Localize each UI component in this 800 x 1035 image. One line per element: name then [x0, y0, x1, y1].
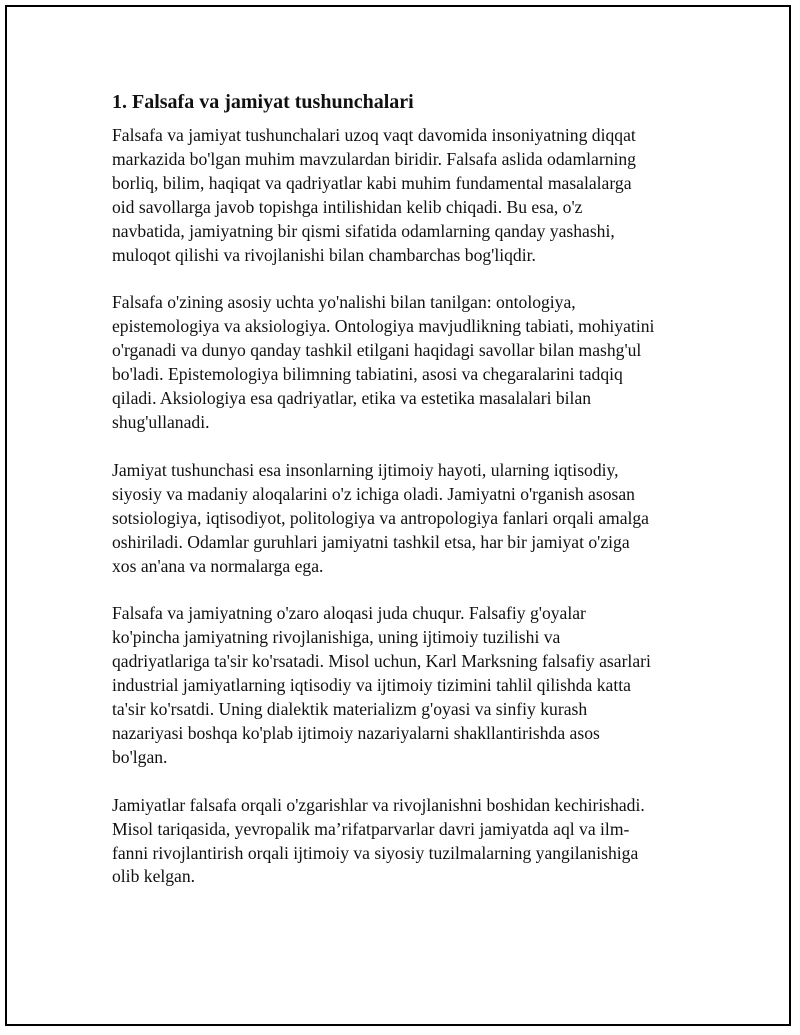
text-line: ta'sir ko'rsatdi. Uning dialektik materializm g'oyasi va sinfiy kurash — [112, 699, 588, 720]
text-line: markazida bo'lgan muhim mavzulardan biridir. Falsafa aslida odamlarning — [112, 148, 636, 169]
text-line: siyosiy va madaniy aloqalarini o'z ichiga oladi. Jamiyatni o'rganish asosan — [112, 483, 635, 504]
text-line: qadriyatlariga ta'sir ko'rsatadi. Misol uchun, Karl Marksning falsafiy asarlari — [112, 651, 651, 672]
text-line: nazariyasi boshqa ko'plab ijtimoiy nazariyalarni shakllantirishda asos — [112, 722, 600, 743]
paragraph-3 — [112, 459, 712, 579]
text-line: qiladi. Aksiologiya esa qadriyatlar, etika va estetika masalalari bilan — [112, 388, 592, 409]
text-line: oid savollarga javob topishga intilishidan kelib chiqadi. Bu esa, o'z — [112, 196, 583, 217]
text-line: oshiriladi. Odamlar guruhlari jamiyatni tashkil etsa, har bir jamiyat o'ziga — [112, 531, 630, 552]
text-line: xos an'ana va normalarga ega. — [112, 555, 324, 576]
text-line: industrial jamiyatlarning iqtisodiy va ijtimoiy tizimini tahlil qilishda katta — [112, 675, 631, 696]
text-line: Jamiyatlar falsafa orqali o'zgarishlar va rivojlanishni boshidan kechirishadi. — [112, 794, 645, 815]
text-line: borliq, bilim, haqiqat va qadriyatlar kabi muhim fundamental masalalarga — [112, 172, 632, 193]
text-line: ko'pincha jamiyatning rivojlanishiga, uning ijtimoiy tuzilishi va — [112, 627, 561, 648]
paragraph-1 — [112, 124, 712, 267]
text-line: sotsiologiya, iqtisodiyot, politologiya va antropologiya fanlari orqali amalga — [112, 507, 649, 528]
paragraph-2 — [112, 291, 712, 434]
paragraph-5 — [112, 794, 712, 890]
text-line: navbatida, jamiyatning bir qismi sifatida odamlarning qanday yashashi, — [112, 220, 615, 241]
text-line: epistemologiya va aksiologiya. Ontologiya mavjudlikning tabiati, mohiyatini — [112, 316, 655, 337]
text-line: fanni rivojlantirish orqali ijtimoiy va siyosiy tuzilmalarning yangilanishiga — [112, 842, 639, 863]
paragraph-4 — [112, 602, 712, 769]
text-line: Falsafa va jamiyatning o'zaro aloqasi juda chuqur. Falsafiy g'oyalar — [112, 603, 586, 624]
text-line: olib kelgan. — [112, 866, 196, 887]
text-line: shug'ullanadi. — [112, 411, 210, 432]
document-body — [112, 88, 712, 913]
text-line: Misol tariqasida, yevropalik ma’rifatparvarlar davri jamiyatda aql va ilm- — [112, 818, 630, 839]
text-line: muloqot qilishi va rivojlanishi bilan chambarchas bog'liqdir. — [112, 244, 536, 265]
text-line: Falsafa va jamiyat tushunchalari uzoq vaqt davomida insoniyatning diqqat — [112, 125, 636, 145]
section-heading: 1. Falsafa va jamiyat tushunchalari — [112, 91, 414, 113]
text-line: o'rganadi va dunyo qanday tashkil etilgani haqidagi savollar bilan mashg'ul — [112, 340, 642, 361]
text-line: Jamiyat tushunchasi esa insonlarning ijtimoiy hayoti, ularning iqtisodiy, — [112, 459, 619, 480]
text-line: bo'ladi. Epistemologiya bilimning tabiatini, asosi va chegaralarini tadqiq — [112, 364, 623, 385]
text-line: Falsafa o'zining asosiy uchta yo'nalishi bilan tanilgan: ontologiya, — [112, 292, 576, 313]
text-line: bo'lgan. — [112, 746, 168, 767]
